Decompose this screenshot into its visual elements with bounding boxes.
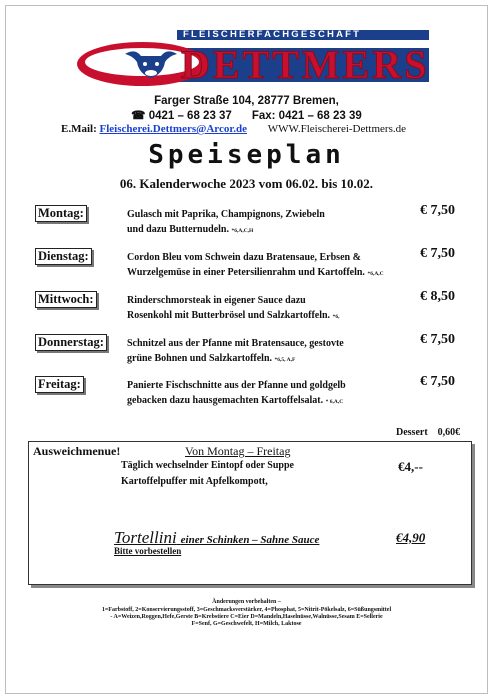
dish-line-text: gebacken dazu hausgemachten Kartoffelsalat. (127, 395, 324, 406)
dish-line: Schnitzel aus der Pfanne mit Bratensauce, gestovte (127, 338, 344, 349)
dessert-line (396, 427, 460, 438)
dish-line (127, 222, 409, 239)
day-row-tuesday (0, 248, 493, 288)
fax-number: Fax: 0421 – 68 23 39 (251, 110, 362, 122)
day-row-friday (0, 376, 493, 416)
dish-description (127, 207, 409, 239)
dish-description (127, 250, 427, 282)
footer-additives: 1=Farbstoff, 2=Konservierungsstoff, 3=Geschmacksverstärker, 4=Phosphat, 5=Nitrit-Pökelsalz, 6=Süßungsmittel (101, 607, 392, 613)
footer-notice: Änderungen vorbehalten – (212, 599, 281, 605)
email-label: E.Mail: (61, 123, 97, 135)
day-row-wednesday (0, 291, 493, 331)
phone-fax-line (0, 108, 493, 122)
dish-line: Rinderschmorsteak in eigener Sauce dazu (127, 295, 306, 306)
dish-price: € 7,50 (420, 246, 455, 261)
dish-line: Gulasch mit Paprika, Champignons, Zwiebeln (127, 209, 325, 220)
logo-wordmark: DETTMERS (181, 42, 430, 87)
day-label: Donnerstag: (35, 334, 107, 351)
dish-line-text: Rosenkohl mit Butterbrösel und Salzkartoffeln. (127, 310, 331, 321)
dessert-price: 0,60€ (437, 427, 461, 438)
allergen-codes: *6,A,C,H (231, 228, 254, 234)
company-logo (63, 30, 429, 91)
day-row-monday (0, 205, 493, 245)
alternative-line: Kartoffelpuffer mit Apfelkompott, (121, 476, 268, 487)
footer-allergens: - A=Weizen,Roggen,Hefe,Gerste B=Krebstiere C=Eier D=Mandeln,Haselnüsse,Walnüsse,Sesam E=Sellerie (110, 614, 383, 620)
special-price: €4,90 (396, 530, 426, 545)
special-dish (114, 528, 319, 548)
week-heading: 06. Kalenderwoche 2023 vom 06.02. bis 10.02. (119, 176, 374, 191)
allergen-codes: *6,5, A,F (274, 357, 296, 363)
day-label: Montag: (35, 205, 87, 222)
dish-line (127, 265, 427, 282)
special-dish-name: Tortellini (114, 528, 177, 547)
contact-line (61, 123, 406, 135)
preorder-note: Bitte vorbestellen (114, 546, 182, 556)
alternative-menu-box (28, 441, 472, 585)
alternative-line: Täglich wechselnder Eintopf oder Suppe (121, 460, 294, 471)
dish-line (127, 351, 409, 368)
dish-price: € 7,50 (420, 374, 455, 389)
dish-line: Cordon Bleu vom Schwein dazu Bratensaue, Erbsen & (127, 252, 361, 263)
dish-line (127, 308, 409, 325)
allergen-codes: * 6,A,C (325, 399, 344, 405)
dish-line-text: und dazu Butternudeln. (127, 224, 229, 235)
dish-price: € 7,50 (420, 332, 455, 347)
day-row-thursday (0, 334, 493, 374)
special-dish-sauce: einer Schinken – Sahne Sauce (180, 534, 320, 546)
bull-head-icon (121, 46, 181, 82)
dish-description (127, 293, 409, 325)
alternative-range: Von Montag – Freitag (185, 444, 291, 458)
day-label: Dienstag: (35, 248, 92, 265)
dish-description (127, 336, 409, 368)
email-link[interactable]: Fleischerei.Dettmers@Arcor.de (99, 123, 247, 135)
website-text: WWW.Fleischerei-Dettmers.de (267, 123, 406, 135)
alternative-price: €4,-- (398, 459, 423, 474)
allergen-codes: *6,A,C (367, 271, 384, 277)
logo-bar (63, 40, 429, 88)
day-label: Freitag: (35, 376, 84, 393)
dish-line-text: grüne Bohnen und Salzkartoffeln. (127, 353, 273, 364)
dish-line: Panierte Fischschnitte aus der Pfanne und goldgelb (127, 380, 346, 391)
alternative-heading: Ausweichmenue! (33, 444, 121, 458)
footer-allergens-2: F=Senf, G=Geschwefelt, H=Milch, Laktose (191, 621, 302, 627)
dish-price: € 8,50 (420, 289, 455, 304)
phone-number: ☎ 0421 – 68 23 37 (131, 110, 232, 122)
allergen-codes: *6, (332, 314, 340, 320)
dish-line-text: Wurzelgemüse in einer Petersilienrahm und Kartoffeln. (127, 267, 365, 278)
logo-subtitle: FLEISCHERFACHGESCHÄFT (177, 30, 429, 40)
address-line: Farger Straße 104, 28777 Bremen, (154, 95, 339, 107)
dish-price: € 7,50 (420, 203, 455, 218)
dish-description (127, 378, 409, 410)
dish-line (127, 393, 409, 410)
dessert-label: Dessert (396, 427, 428, 438)
day-label: Mittwoch: (35, 291, 97, 308)
menu-title: Speiseplan (148, 140, 345, 170)
